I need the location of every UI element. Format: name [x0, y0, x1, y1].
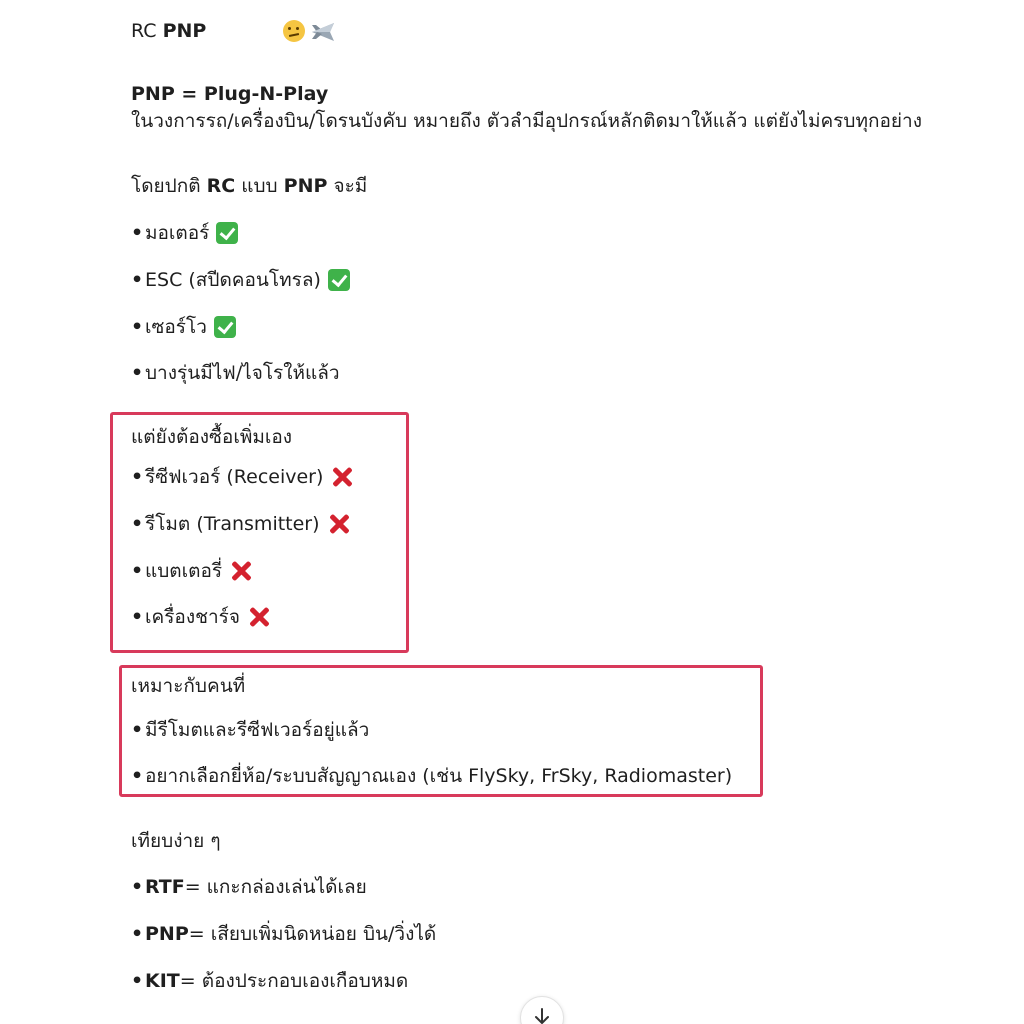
included-item-text: มอเตอร์: [145, 222, 210, 244]
check-mark-icon: [328, 269, 350, 291]
buy-more-item-text: แบตเตอรี่: [145, 560, 223, 582]
included-heading-rc: RC: [206, 175, 236, 197]
list-item: [131, 969, 408, 993]
pnp-definition-text: ในวงการรถ/เครื่องบิน/โดรนบังคับ หมายถึง ตัวลำมีอุปกรณ์หลักติดมาให้แล้ว แต่ยังไม่ครบทุกอย่าง: [131, 110, 922, 132]
title-bold: PNP: [162, 20, 207, 42]
suitable-heading: เหมาะกับคนที่: [131, 675, 246, 697]
list-item: [131, 718, 369, 742]
included-item-text: บางรุ่นมีไฟ/ไจโรให้แล้ว: [145, 362, 340, 384]
included-heading-suffix: จะมี: [327, 175, 368, 197]
bullet: •: [131, 560, 144, 582]
compare-heading: เทียบง่าย ๆ: [131, 830, 221, 852]
list-item: [131, 559, 253, 583]
included-item-text: เซอร์โว: [145, 316, 207, 338]
bullet: •: [131, 970, 144, 992]
bullet: •: [131, 923, 144, 945]
cross-mark-icon: [327, 512, 351, 536]
cross-mark-icon: [247, 605, 271, 629]
list-item: [131, 512, 351, 536]
cross-mark-icon: [229, 559, 253, 583]
title-prefix: RC: [131, 20, 163, 42]
compare-text: = เสียบเพิ่มนิดหน่อย บิน/วิ่งได้: [188, 923, 437, 945]
list-item: [131, 221, 238, 245]
bullet: •: [131, 466, 144, 488]
suitable-item-text: มีรีโมตและรีซีฟเวอร์อยู่แล้ว: [145, 719, 370, 741]
scroll-down-button[interactable]: [520, 996, 564, 1024]
bullet: •: [131, 222, 144, 244]
list-item: [131, 922, 436, 946]
buy-more-item-text: รีโมต (Transmitter): [145, 513, 320, 535]
list-item: [131, 268, 350, 292]
list-item: [131, 605, 271, 629]
buy-more-heading: แต่ยังต้องซื้อเพิ่มเอง: [131, 426, 293, 448]
bullet: •: [131, 876, 144, 898]
compare-text: = ต้องประกอบเองเกือบหมด: [179, 970, 409, 992]
pnp-definition-heading: PNP = Plug-N-Play: [131, 83, 329, 105]
bullet: •: [131, 606, 144, 628]
airplane-icon: [309, 18, 337, 46]
check-mark-icon: [216, 222, 238, 244]
suitable-item-text: อยากเลือกยี่ห้อ/ระบบสัญญาณเอง (เช่น FlySky, FrSky, Radiomaster): [145, 765, 733, 787]
list-item: [131, 361, 340, 385]
bullet: •: [131, 765, 144, 787]
included-heading: [131, 174, 367, 198]
included-item-text: ESC (สปีดคอนโทรล): [145, 269, 321, 291]
list-item: [131, 465, 354, 489]
arrow-down-icon: [534, 1007, 550, 1024]
compare-text: = แกะกล่องเล่นได้เลย: [184, 876, 367, 898]
included-heading-pnp: PNP: [283, 175, 328, 197]
cross-mark-icon: [330, 465, 354, 489]
compare-term: RTF: [145, 876, 185, 898]
bullet: •: [131, 316, 144, 338]
bullet: •: [131, 513, 144, 535]
compare-term: KIT: [145, 970, 180, 992]
check-mark-icon: [214, 316, 236, 338]
compare-term: PNP: [145, 923, 189, 945]
list-item: [131, 875, 367, 899]
list-item: [131, 315, 236, 339]
included-heading-prefix: โดยปกติ: [131, 175, 207, 197]
page-title: [131, 19, 206, 43]
bullet: •: [131, 362, 144, 384]
bullet: •: [131, 269, 144, 291]
buy-more-item-text: รีซีฟเวอร์ (Receiver): [145, 466, 324, 488]
list-item: [131, 764, 732, 788]
included-heading-mid: แบบ: [235, 175, 284, 197]
bullet: •: [131, 719, 144, 741]
thinking-face-icon: [283, 20, 305, 42]
buy-more-item-text: เครื่องชาร์จ: [145, 606, 240, 628]
